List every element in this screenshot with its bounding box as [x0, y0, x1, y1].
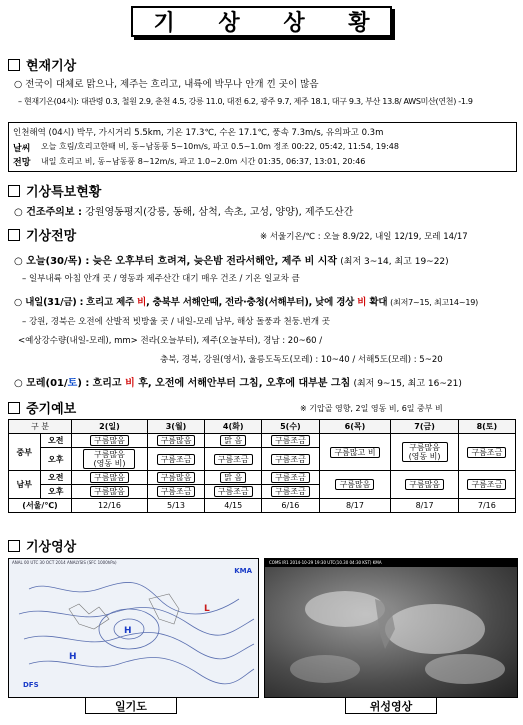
forecast-cell: 맑 음	[205, 434, 262, 448]
section-heading: 기상영상	[26, 540, 77, 555]
square-bullet-icon	[8, 59, 20, 71]
current-line-1: ○ 전국이 대체로 맑으나, 제주는 흐리고, 내륙에 박무나 안개 낀 곳이 많음	[14, 79, 319, 90]
forecast-cell: 구름많음	[147, 434, 204, 448]
section-heading: 기상특보현황	[26, 185, 102, 200]
forecast-cell: 구름조금	[205, 448, 262, 471]
tomorrow-rain-1: 비	[137, 297, 147, 308]
table-header-cell: 6(목)	[319, 420, 391, 434]
tomorrow-sub-2: <예상강수량(내일-모레), mm> 전라(오늘부터), 제주(오늘부터), 경남 : 20~60 /	[18, 336, 323, 346]
dfs-logo: DFS	[23, 681, 39, 689]
forecast-cell: 구름많고 비	[319, 434, 391, 471]
forecast-cell: 구름조금	[147, 448, 204, 471]
forecast-cell: 구름조금	[205, 485, 262, 499]
forecast-cell: 구름많음	[319, 471, 391, 499]
satellite-header: COMS IR1 2014-10-29 19:30 UTC(10.30 04:30 KST) KMA	[265, 559, 518, 567]
temp-cell: 6/16	[262, 499, 319, 513]
forecast-cell: 구름많음	[147, 471, 204, 485]
today-text: 늦은 오후부터 흐려져, 늦은밤 전라서해안, 제주 비 시작	[92, 256, 338, 267]
satellite-caption: 위성영상	[345, 697, 437, 714]
special-label: ○ 건조주의보 :	[14, 207, 82, 218]
ampm-cell: 오후	[40, 485, 72, 499]
section-heading: 기상전망	[26, 229, 77, 244]
marine-line-1: 인천해역 (04시) 박무, 가시거리 5.5km, 기온 17.3℃, 수온 17.1℃, 풍속 7.3m/s, 유의파고 0.3m	[13, 128, 384, 138]
section-forecast	[8, 225, 76, 244]
forecast-cell: 구름많음	[391, 471, 458, 499]
special-text: 강원영동평지(강릉, 동해, 삼척, 속초, 고성, 양양), 제주도산간	[85, 207, 354, 218]
weather-chart-drawing	[9, 559, 258, 697]
table-header-cell: 구 분	[9, 420, 72, 434]
region-cell: 남부	[9, 471, 41, 499]
after-line	[14, 374, 462, 389]
svg-text:H: H	[124, 626, 132, 636]
tomorrow-line	[14, 294, 478, 308]
forecast-cell: 구름많음 (영동 비)	[72, 448, 148, 471]
svg-text:L: L	[204, 604, 210, 614]
forecast-cell: 구름많음	[72, 434, 148, 448]
table-header-row	[9, 420, 516, 434]
satellite-clouds	[265, 559, 517, 697]
forecast-cell: 구름많음	[72, 471, 148, 485]
weather-chart-image	[8, 558, 259, 698]
tomorrow-text-e: 확대	[366, 297, 388, 308]
marine-label-1: 날씨	[13, 144, 31, 154]
table-header-cell: 7(금)	[391, 420, 458, 434]
table-row	[9, 471, 516, 485]
forecast-cell: 구름조금	[262, 471, 319, 485]
ampm-cell: 오전	[40, 434, 72, 448]
table-header-cell: 8(토)	[458, 420, 515, 434]
marine-box	[8, 122, 517, 172]
forecast-cell: 구름조금	[458, 434, 515, 471]
tomorrow-text-c: , 충북부 서해안때, 전라·충청(서해부터), 낮에 경상	[146, 297, 358, 308]
after-label-2: ) :	[77, 378, 90, 389]
marine-label-2: 전망	[13, 158, 31, 168]
forecast-cell: 구름많음	[72, 485, 148, 499]
current-line-2: – 현재기온(04시): 대관령 0.3, 철원 2.9, 춘천 4.5, 강릉 11.0, 대전 6.2, 광주 9.7, 제주 18.1, 대구 9.3, 부산 13.8/ AWS미산(연천) -1.9	[18, 97, 473, 106]
square-bullet-icon	[8, 229, 20, 241]
forecast-cell: 구름많음 (영동 비)	[391, 434, 458, 471]
table-header-cell: 5(수)	[262, 420, 319, 434]
table-header-cell: 3(월)	[147, 420, 204, 434]
tomorrow-label: ○ 내일(31/금) :	[14, 297, 84, 308]
after-rain: 비	[125, 378, 135, 389]
ampm-cell: 오후	[40, 448, 72, 471]
after-day: 토	[67, 378, 78, 389]
square-bullet-icon	[8, 402, 20, 414]
temp-cell: 8/17	[319, 499, 391, 513]
ampm-cell: 오전	[40, 471, 72, 485]
temp-cell: 5/13	[147, 499, 204, 513]
square-bullet-icon	[8, 540, 20, 552]
special-line	[14, 203, 353, 218]
weekly-table	[8, 419, 516, 513]
seoul-temps: ※ 서울기온/℃ : 오늘 8.9/22, 내일 12/19, 모레 14/17	[260, 232, 468, 242]
tomorrow-sub-3: 충북, 경북, 강원(영서), 울릉도독도(모레) : 10~40 / 서해5도(모레) : 5~20	[160, 355, 443, 365]
temp-cell: 12/16	[72, 499, 148, 513]
temp-cell: 7/16	[458, 499, 515, 513]
tomorrow-rain-2: 비	[357, 297, 367, 308]
temp-cell: 4/15	[205, 499, 262, 513]
marine-line-3: 내일 흐리고 비, 동~남동풍 8~12m/s, 파고 1.0~2.0m 시간 01:35, 06:37, 13:01, 20:46	[41, 157, 366, 166]
weather-chart-caption: 일기도	[85, 697, 177, 714]
page-title: 기 상 상 황	[131, 6, 392, 37]
section-current	[8, 55, 76, 74]
forecast-cell: 구름조금	[147, 485, 204, 499]
svg-text:H: H	[69, 652, 77, 662]
marine-line-2: 오늘 흐림/흐리고한때 비, 동~남동풍 5~10m/s, 파고 0.5~1.0m 정조 00:22, 05:42, 11:54, 19:48	[41, 142, 399, 151]
kma-logo: KMA	[234, 567, 252, 575]
section-weekly	[8, 398, 76, 417]
table-row	[9, 434, 516, 448]
today-label: ○ 오늘(30/목) :	[14, 256, 90, 267]
square-bullet-icon	[8, 185, 20, 197]
tomorrow-sub-1: – 강원, 경북은 오전에 산발적 빗방울 곳 / 내일-모레 남부, 해상 돌풍과 천둥.번개 곳	[22, 317, 330, 327]
tomorrow-temp: (최저7~15, 최고14~19)	[390, 298, 479, 307]
after-temp: (최저 9~15, 최고 16~21)	[353, 379, 462, 389]
section-heading: 중기예보	[26, 402, 77, 417]
after-text-a: 흐리고	[92, 378, 126, 389]
section-images	[8, 536, 76, 555]
table-header-cell: 4(화)	[205, 420, 262, 434]
forecast-cell: 구름조금	[262, 434, 319, 448]
today-sub: – 일부내륙 아침 안개 곳 / 영동과 제주산간 대기 매우 건조 / 기온 일교차 큼	[22, 274, 300, 284]
after-text-c: 후, 오전에 서해안부터 그침, 오후에 대부분 그침	[134, 378, 351, 389]
satellite-image	[264, 558, 518, 698]
forecast-cell: 구름조금	[262, 448, 319, 471]
temp-label-cell: (서울/℃)	[9, 499, 72, 513]
weather-chart-header: ANAL 00 UTC 30 OCT 2014 ANALYSIS (SFC 1000hPa)	[12, 560, 117, 565]
forecast-cell: 구름조금	[262, 485, 319, 499]
table-header-cell: 2(일)	[72, 420, 148, 434]
forecast-cell: 구름조금	[458, 471, 515, 499]
weekly-note: ※ 기압골 영향, 2일 영동 비, 6일 중부 비	[300, 404, 443, 413]
forecast-cell: 맑 음	[205, 471, 262, 485]
after-label: ○ 모레(01/	[14, 378, 68, 389]
section-heading: 현재기상	[26, 59, 77, 74]
section-special	[8, 181, 101, 200]
tomorrow-text-a: 흐리고 제주	[86, 297, 138, 308]
region-cell: 중부	[9, 434, 41, 471]
table-row	[9, 499, 516, 513]
today-line	[14, 252, 449, 267]
today-temp: (최저 3~14, 최고 19~22)	[340, 257, 449, 267]
temp-cell: 8/17	[391, 499, 458, 513]
